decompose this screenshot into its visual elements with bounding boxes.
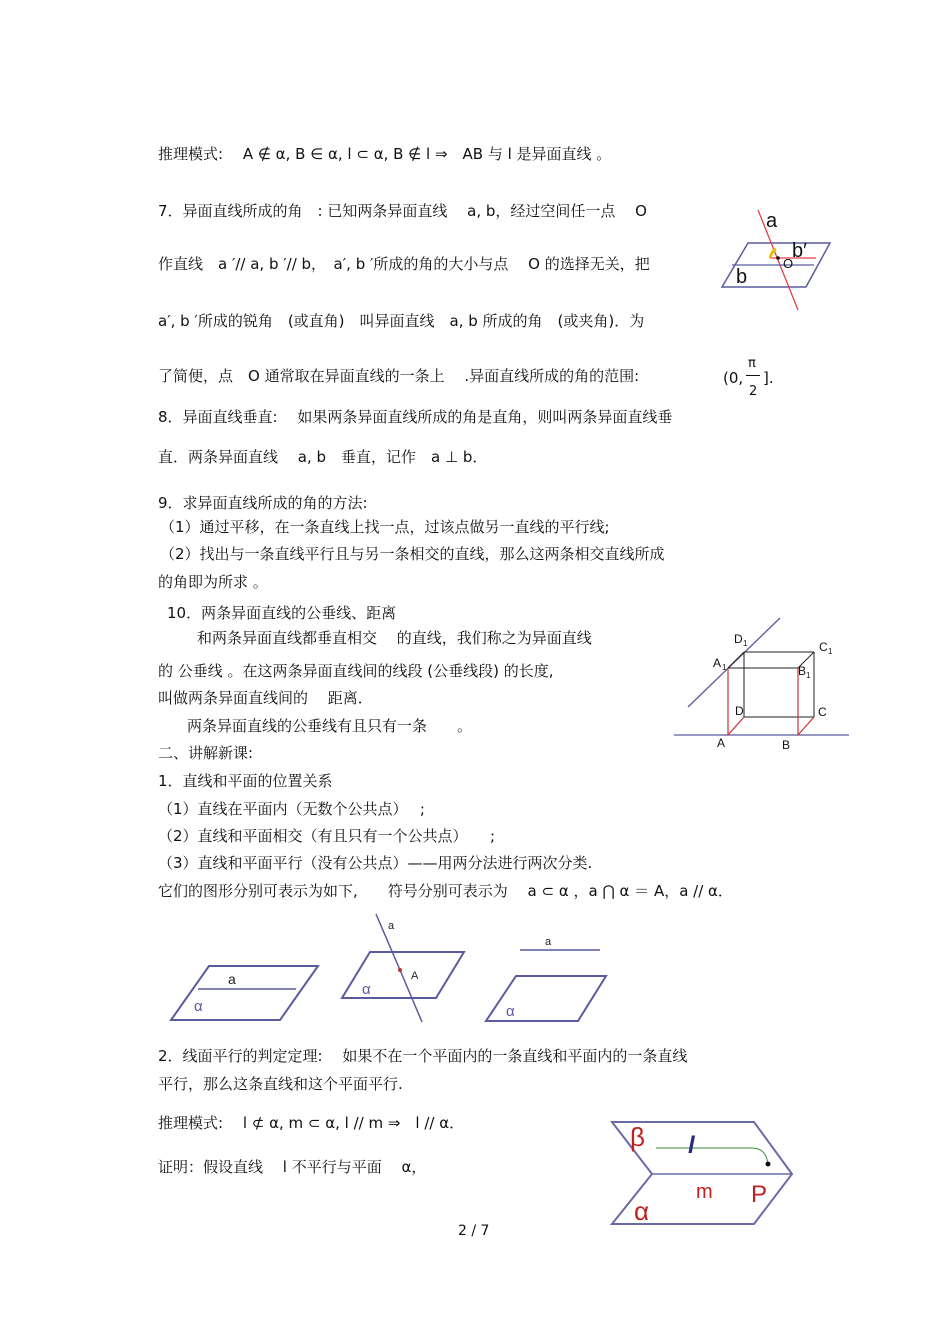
range-fraction-bar (746, 375, 760, 376)
label-c1: C (819, 640, 828, 654)
label-a: a (766, 210, 778, 232)
line-10-c: 的 公垂线 。在这两条异面直线间的线段 (公垂线段) 的长度, (158, 662, 554, 680)
line-10-e: 两条异面直线的公垂线有且只有一条 。 (187, 717, 473, 735)
line-10-d: 叫做两条异面直线间的 距离． (158, 689, 373, 707)
edge-a1d1 (728, 652, 744, 668)
label-b: B (782, 738, 791, 752)
figure-line-parallel-plane (482, 932, 610, 1024)
range-close: ]. (763, 369, 774, 387)
line-7-title: 7．异面直线所成的角 : 已知两条异面直线 a, b，经过空间任一点 O (158, 202, 647, 220)
label-b-prime: b′ (792, 240, 807, 262)
label-o: O (783, 256, 794, 271)
label-a: a (228, 971, 236, 987)
label-a: a (545, 936, 552, 948)
label-A: A (411, 970, 419, 982)
line-8-title: 8．异面直线垂直: 如果两条异面直线所成的角是直角，则叫两条异面直线垂 (158, 408, 673, 426)
label-b1: B (798, 664, 807, 678)
label-d1: D (734, 632, 743, 646)
range-open: (0, (723, 369, 744, 387)
line-2-proof: 证明：假设直线 l 不平行与平面 α， (158, 1158, 427, 1176)
label-a: a (388, 920, 395, 932)
plane-shape (342, 952, 464, 998)
line-10-b: 和两条异面直线都垂直相交 的直线，我们称之为异面直线 (197, 629, 592, 647)
label-b1-sub: 1 (806, 671, 811, 680)
edge-bc (798, 717, 814, 735)
label-d: D (735, 704, 744, 718)
line-1-2: （2）直线和平面相交（有且只有一个公共点） ; (158, 827, 496, 845)
edge-ad (728, 717, 744, 735)
label-alpha: α (362, 981, 371, 998)
figure-skew-angle (718, 205, 838, 315)
line-inference-1: 推理模式: A ∉ α, B ∈ α, l ⊂ α, B ∉ l ⇒ AB 与 l 是异面直线 。 (158, 145, 612, 163)
line-l (656, 1148, 768, 1164)
label-a1-sub: 1 (722, 663, 727, 672)
label-l: l (688, 1132, 695, 1159)
line-1-1: （1）直线在平面内（无数个公共点） ; (158, 800, 425, 818)
line-section-2: 二、讲解新课: (158, 744, 254, 762)
line-10-title: 10．两条异面直线的公垂线、距离 (167, 604, 397, 622)
figure-line-intersects-plane (338, 912, 470, 1024)
line-2-inference: 推理模式: l ⊄ α, m ⊂ α, l // m ⇒ l // α． (158, 1114, 465, 1132)
line-9-3: 的角即为所求 。 (158, 573, 268, 591)
line-9-2: （2）找出与一条直线平行且与另一条相交的直线，那么这两条相交直线所成 (160, 545, 665, 563)
label-alpha: α (634, 1196, 650, 1226)
plane-shape (486, 976, 606, 1021)
line-2-title: 2．线面平行的判定定理: 如果不在一个平面内的一条直线和平面内的一条直线 (158, 1047, 688, 1065)
line-8-b: 直．两条异面直线 a, b 垂直，记作 a ⊥ b． (158, 448, 488, 466)
point-o (776, 256, 780, 260)
line-1-3: （3）直线和平面平行（没有公共点）——用两分法进行两次分类. (158, 854, 593, 872)
label-alpha: α (506, 1003, 515, 1020)
label-b: b (736, 266, 748, 288)
line-7-d: 了简便，点 O 通常取在异面直线的一条上 .异面直线所成的角的范围: (158, 367, 640, 385)
label-d1-sub: 1 (743, 639, 748, 648)
label-beta: β (630, 1122, 645, 1152)
figure-common-perpendicular (672, 615, 852, 755)
label-a: A (717, 736, 726, 750)
label-p: P (751, 1181, 768, 1208)
point-p (766, 1162, 771, 1167)
range-two: 2 (749, 384, 758, 399)
line-9-1: （1）通过平移，在一条直线上找一点，过该点做另一直线的平行线; (160, 518, 610, 536)
line-7-c: a′, b ′所成的锐角 (或直角) 叫异面直线 a, b 所成的角 (或夹角)．为 (158, 312, 645, 330)
label-c1-sub: 1 (828, 647, 833, 656)
range-pi: π (748, 356, 756, 371)
page-number: 2 / 7 (458, 1223, 490, 1239)
line-1-4: 它们的图形分别可表示为如下, 符号分别可表示为 a ⊂ α ，a ⋂ α ＝ A，a // α． (158, 882, 733, 900)
line-2-b: 平行，那么这条直线和这个平面平行. (158, 1075, 403, 1093)
point-a (398, 968, 402, 972)
line-7-b: 作直线 a ′// a, b ′// b， a′, b ′所成的角的大小与点 O 的选择无关，把 (158, 255, 650, 273)
line-9-title: 9．求异面直线所成的角的方法: (158, 494, 368, 512)
label-alpha: α (194, 998, 203, 1015)
figure-two-planes (608, 1118, 796, 1230)
label-a1: A (713, 656, 722, 670)
label-m: m (696, 1181, 713, 1203)
line-1-title: 1．直线和平面的位置关系 (158, 772, 333, 790)
figure-line-in-plane (168, 960, 323, 1025)
label-c: C (818, 705, 827, 719)
